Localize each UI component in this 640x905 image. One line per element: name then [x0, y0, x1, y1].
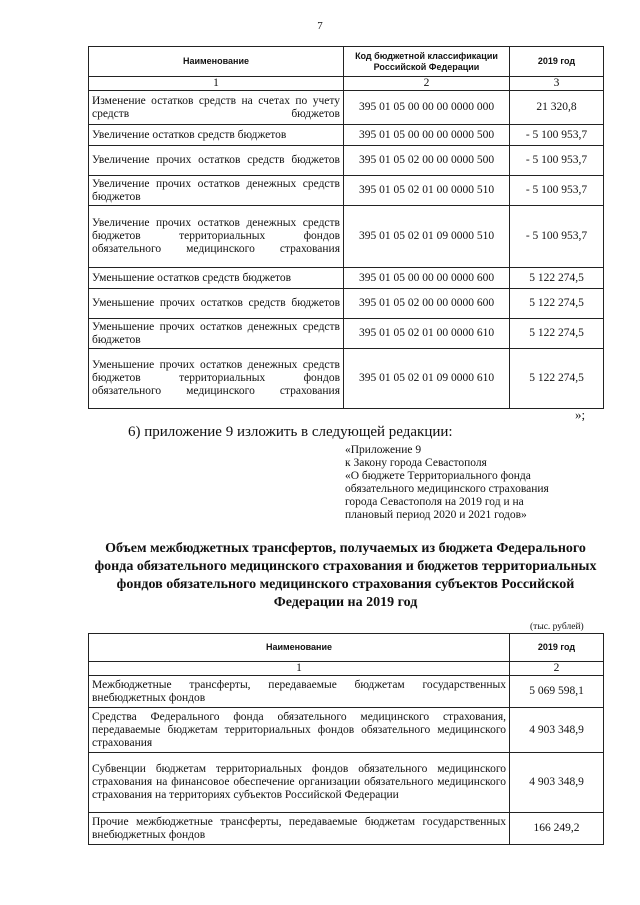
row-amount: - 5 100 953,7 — [510, 206, 604, 268]
row-code: 395 01 05 02 01 09 0000 610 — [344, 349, 510, 409]
row-name: Уменьшение прочих остатков средств бюджетов — [89, 289, 344, 319]
table-row — [89, 289, 604, 319]
sources-of-financing-table — [88, 46, 604, 409]
appendix-reference — [345, 444, 615, 522]
table-row — [89, 206, 604, 268]
row-code: 395 01 05 02 01 09 0000 510 — [344, 206, 510, 268]
row-code: 395 01 05 02 01 00 0000 510 — [344, 176, 510, 206]
row-amount: 5 122 274,5 — [510, 349, 604, 409]
row-code: 395 01 05 00 00 00 0000 000 — [344, 91, 510, 125]
col-number: 1 — [89, 77, 344, 91]
header-name: Наименование — [89, 47, 344, 77]
col-number: 2 — [344, 77, 510, 91]
row-name: Средства Федерального фонда обязательного медицинского страхования, передаваемые бюджетам территориальных фондов обязательного медицинского страхования — [89, 708, 510, 753]
row-name: Изменение остатков средств на счетах по учету средств бюджетов — [89, 91, 344, 125]
row-code: 395 01 05 02 00 00 0000 600 — [344, 289, 510, 319]
section-title: Объем межбюджетных трансфертов, получаемых из бюджета Федерального фонда обязательного медицинского страхования и бюджетов территориальных фондов обязательного медицинского страхования субъектов Российской Федерации на 2019 год — [94, 541, 597, 610]
row-amount: - 5 100 953,7 — [510, 146, 604, 176]
row-name: Прочие межбюджетные трансферты, передаваемые бюджетам государственных внебюджетных фондов — [89, 813, 510, 845]
amendment-instruction: 6) приложение 9 изложить в следующей редакции: — [128, 424, 453, 440]
row-name: Увеличение прочих остатков денежных средств бюджетов — [89, 176, 344, 206]
table-row — [89, 91, 604, 125]
appendix-line: обязательного медицинского страхования — [345, 483, 549, 495]
row-amount: 5 122 274,5 — [510, 319, 604, 349]
table-row — [89, 813, 604, 845]
table-row — [89, 176, 604, 206]
row-name: Увеличение остатков средств бюджетов — [89, 125, 344, 146]
header-name: Наименование — [89, 634, 510, 662]
appendix-line: города Севастополя на 2019 год и на — [345, 496, 524, 508]
transfers-table — [88, 633, 604, 845]
header-code: Код бюджетной классификации Российской Федерации — [344, 47, 510, 77]
row-name: Уменьшение прочих остатков денежных средств бюджетов — [89, 319, 344, 349]
table-row — [89, 676, 604, 708]
row-amount: 166 249,2 — [510, 813, 604, 845]
row-amount: 4 903 348,9 — [510, 753, 604, 813]
header-year: 2019 год — [510, 47, 604, 77]
row-amount: 5 122 274,5 — [510, 268, 604, 289]
appendix-line: «Приложение 9 — [345, 444, 422, 456]
row-name: Увеличение прочих остатков денежных средств бюджетов территориальных фондов обязательного медицинского страхования — [89, 206, 344, 268]
row-name: Межбюджетные трансферты, передаваемые бюджетам государственных внебюджетных фондов — [89, 676, 510, 708]
table-row — [89, 319, 604, 349]
table-row — [89, 753, 604, 813]
row-code: 395 01 05 02 01 00 0000 610 — [344, 319, 510, 349]
appendix-line: к Закону города Севастополя — [345, 457, 487, 469]
col-number: 3 — [510, 77, 604, 91]
row-amount: - 5 100 953,7 — [510, 125, 604, 146]
row-amount: - 5 100 953,7 — [510, 176, 604, 206]
row-name: Уменьшение прочих остатков денежных средств бюджетов территориальных фондов обязательного медицинского страхования — [89, 349, 344, 409]
header-year: 2019 год — [510, 634, 604, 662]
appendix-line: плановый период 2020 и 2021 годов» — [345, 509, 527, 521]
row-amount: 21 320,8 — [510, 91, 604, 125]
row-amount: 4 903 348,9 — [510, 708, 604, 753]
table-row — [89, 708, 604, 753]
row-name: Уменьшение остатков средств бюджетов — [89, 268, 344, 289]
table-row — [89, 268, 604, 289]
closing-quote-mark: »; — [575, 407, 586, 422]
table-row — [89, 349, 604, 409]
row-name: Увеличение прочих остатков средств бюджетов — [89, 146, 344, 176]
unit-note: (тыс. рублей) — [530, 622, 584, 632]
appendix-line: «О бюджете Территориального фонда — [345, 470, 531, 482]
row-code: 395 01 05 02 00 00 0000 500 — [344, 146, 510, 176]
page-number: 7 — [317, 20, 323, 32]
row-amount: 5 122 274,5 — [510, 289, 604, 319]
row-code: 395 01 05 00 00 00 0000 500 — [344, 125, 510, 146]
row-code: 395 01 05 00 00 00 0000 600 — [344, 268, 510, 289]
row-amount: 5 069 598,1 — [510, 676, 604, 708]
table-row — [89, 125, 604, 146]
table-row — [89, 146, 604, 176]
row-name: Субвенции бюджетам территориальных фондов обязательного медицинского страхования на финансовое обеспечение организации обязательного медицинского страхования на территориях субъектов Российской Федерации — [89, 753, 510, 813]
col-number: 2 — [510, 662, 604, 676]
col-number: 1 — [89, 662, 510, 676]
